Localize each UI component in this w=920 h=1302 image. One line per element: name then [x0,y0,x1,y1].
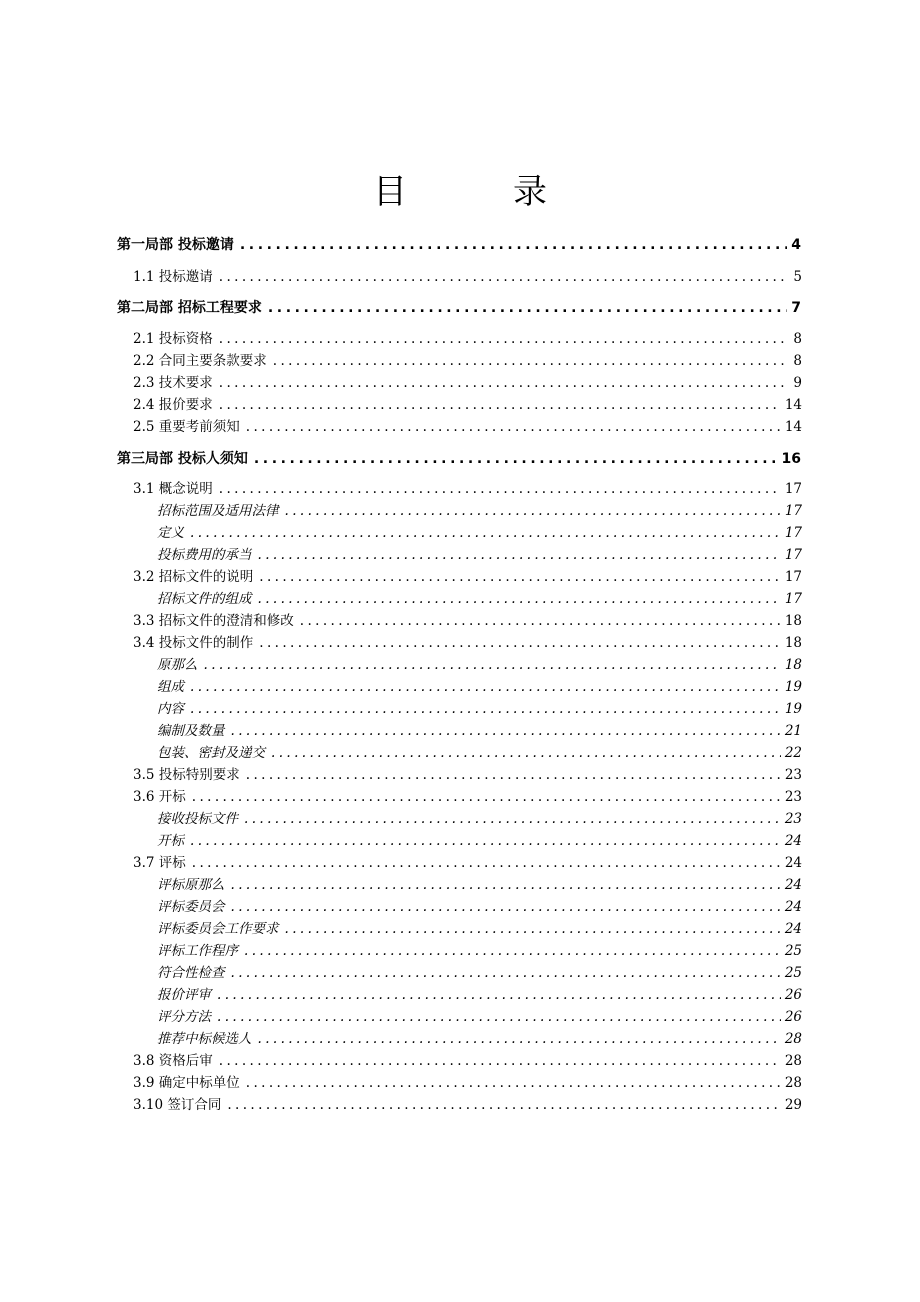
toc-entry-label: 第二局部 招标工程要求 [117,300,262,316]
toc-entry-label: 投标费用的承当 [157,547,252,563]
toc-page-number: 23 [784,789,802,805]
toc-part-entry[interactable] [117,297,801,319]
toc-page-number: 26 [784,1009,802,1025]
toc-entry-label: 3.8 资格后审 [133,1053,213,1069]
toc-leader-dots [219,328,790,350]
toc-page-number: 5 [793,269,802,285]
toc-subsection-entry[interactable] [157,1006,802,1028]
toc-page-number: 23 [784,767,802,783]
toc-entry-label: 2.1 投标资格 [133,331,213,347]
toc-entry-label: 评标委员会工作要求 [157,921,279,937]
toc-entry-label: 组成 [157,679,184,695]
toc-page-number: 25 [784,965,802,981]
toc-entry-label: 符合性检查 [157,965,225,981]
toc-entry-label: 2.2 合同主要条款要求 [133,353,267,369]
toc-leader-dots [258,588,781,610]
toc-section-entry[interactable] [133,350,802,372]
toc-entry-label: 3.2 招标文件的说明 [133,569,254,585]
toc-leader-dots [231,720,781,742]
toc-subsection-entry[interactable] [157,896,802,918]
toc-entry-label: 第三局部 投标人须知 [117,451,248,467]
toc-page-number: 28 [784,1031,802,1047]
toc-page-number: 8 [793,353,802,369]
toc-page-number: 17 [784,481,802,497]
toc-entry-label: 1.1 投标邀请 [133,269,213,285]
toc-entry-label: 2.5 重要考前须知 [133,419,240,435]
toc-entry-label: 接收投标文件 [157,811,238,827]
toc-page-number: 22 [784,745,802,761]
toc-entry-label: 3.9 确定中标单位 [133,1075,240,1091]
toc-leader-dots [285,918,781,940]
toc-subsection-entry[interactable] [157,962,802,984]
toc-leader-dots [231,874,781,896]
toc-entry-label: 2.4 报价要求 [133,397,213,413]
toc-entry-label: 原那么 [157,657,198,673]
toc-subsection-entry[interactable] [157,720,802,742]
toc-entry-label: 评标委员会 [157,899,225,915]
toc-section-entry[interactable] [133,764,802,786]
toc-leader-dots [259,566,781,588]
page-title: 目 录 [373,172,583,212]
toc-section-entry[interactable] [133,786,802,808]
toc-page-number: 29 [784,1097,802,1113]
toc-leader-dots [190,522,781,544]
toc-leader-dots [254,448,778,470]
toc-entry-label: 3.1 概念说明 [133,481,213,497]
toc-section-entry[interactable] [133,478,802,500]
toc-leader-dots [227,1094,780,1116]
toc-page-number: 18 [784,635,802,651]
toc-leader-dots [246,416,781,438]
toc-page-number: 16 [781,451,801,467]
toc-page-number: 25 [784,943,802,959]
toc-subsection-entry[interactable] [157,940,802,962]
toc-entry-label: 内容 [157,701,184,717]
toc-subsection-entry[interactable] [157,500,802,522]
toc-page-number: 8 [793,331,802,347]
toc-entry-label: 评标原那么 [157,877,225,893]
toc-section-entry[interactable] [133,372,802,394]
toc-page-number: 24 [784,877,802,893]
toc-subsection-entry[interactable] [157,742,802,764]
toc-leader-dots [246,764,781,786]
toc-leader-dots [231,896,781,918]
toc-page-number: 24 [784,921,802,937]
toc-entry-label: 第一局部 投标邀请 [117,237,234,253]
toc-entry-label: 3.10 签订合同 [133,1097,222,1113]
toc-leader-dots [244,940,781,962]
toc-leader-dots [231,962,781,984]
toc-section-entry[interactable] [133,852,802,874]
toc-page-number: 4 [791,237,801,253]
toc-section-entry[interactable] [133,394,802,416]
toc-leader-dots [246,1072,781,1094]
toc-subsection-entry[interactable] [157,522,802,544]
toc-leader-dots [219,372,790,394]
toc-page-number: 28 [784,1053,802,1069]
toc-section-entry[interactable] [133,328,802,350]
toc-leader-dots [190,698,781,720]
toc-entry-label: 2.3 技术要求 [133,375,213,391]
toc-leader-dots [285,500,781,522]
toc-entry-label: 评标工作程序 [157,943,238,959]
toc-subsection-entry[interactable] [157,874,802,896]
toc-leader-dots [258,1028,781,1050]
toc-section-entry[interactable] [133,1072,802,1094]
toc-page-number: 26 [784,987,802,1003]
toc-page-number: 24 [784,899,802,915]
toc-entry-label: 3.5 投标特别要求 [133,767,240,783]
toc-entry-label: 开标 [157,833,184,849]
toc-subsection-entry[interactable] [157,676,802,698]
toc-page-number: 24 [784,833,802,849]
toc-page-number: 24 [784,855,802,871]
toc-leader-dots [204,654,781,676]
toc-section-entry[interactable] [133,266,802,288]
toc-entry-label: 3.7 评标 [133,855,186,871]
toc-page-number: 18 [784,613,802,629]
toc-page-number: 19 [784,701,802,717]
toc-leader-dots [192,852,781,874]
toc-entry-label: 3.6 开标 [133,789,186,805]
toc-subsection-entry[interactable] [157,588,802,610]
toc-page-number: 17 [784,569,802,585]
toc-page-number: 17 [784,591,802,607]
toc-leader-dots [219,394,781,416]
toc-subsection-entry[interactable] [157,1028,802,1050]
toc-page-number: 18 [784,657,802,673]
toc-leader-dots [190,830,781,852]
toc-leader-dots [273,350,790,372]
toc-page-number: 23 [784,811,802,827]
toc-section-entry[interactable] [133,632,802,654]
toc-entry-label: 招标范围及适用法律 [157,503,279,519]
toc-entry-label: 包装、密封及递交 [157,745,265,761]
toc-leader-dots [190,676,781,698]
toc-page-number: 21 [784,723,802,739]
toc-leader-dots [271,742,781,764]
toc-entry-label: 编制及数量 [157,723,225,739]
toc-entry-label: 推荐中标候选人 [157,1031,252,1047]
toc-entry-label: 3.4 投标文件的制作 [133,635,254,651]
toc-subsection-entry[interactable] [157,544,802,566]
toc-section-entry[interactable] [133,416,802,438]
toc-page-number: 19 [784,679,802,695]
toc-leader-dots [192,786,781,808]
toc-subsection-entry[interactable] [157,830,802,852]
toc-leader-dots [219,478,781,500]
toc-section-entry[interactable] [133,610,802,632]
toc-page-number: 17 [784,525,802,541]
toc-page-number: 14 [784,397,802,413]
toc-page-number: 17 [784,547,802,563]
toc-leader-dots [259,632,781,654]
toc-section-entry[interactable] [133,566,802,588]
toc-leader-dots [244,808,781,830]
toc-part-entry[interactable] [117,448,801,470]
toc-leader-dots [258,544,781,566]
toc-subsection-entry[interactable] [157,918,802,940]
toc-entry-label: 定义 [157,525,184,541]
toc-entry-label: 报价评审 [157,987,211,1003]
toc-leader-dots [219,1050,781,1072]
toc-section-entry[interactable] [133,1094,802,1116]
toc-page-number: 14 [784,419,802,435]
toc-part-entry[interactable] [117,234,801,256]
toc-entry-label: 3.3 招标文件的澄清和修改 [133,613,294,629]
toc-leader-dots [268,297,787,319]
toc-page-number: 7 [791,300,801,316]
toc-page-number: 17 [784,503,802,519]
toc-section-entry[interactable] [133,1050,802,1072]
toc-subsection-entry[interactable] [157,808,802,830]
toc-leader-dots [300,610,781,632]
toc-entry-label: 招标文件的组成 [157,591,252,607]
toc-subsection-entry[interactable] [157,654,802,676]
toc-leader-dots [240,234,787,256]
toc-leader-dots [219,266,790,288]
toc-subsection-entry[interactable] [157,984,802,1006]
toc-leader-dots [217,1006,781,1028]
toc-subsection-entry[interactable] [157,698,802,720]
toc-page-number: 9 [793,375,802,391]
toc-entry-label: 评分方法 [157,1009,211,1025]
toc-page-number: 28 [784,1075,802,1091]
toc-leader-dots [217,984,781,1006]
